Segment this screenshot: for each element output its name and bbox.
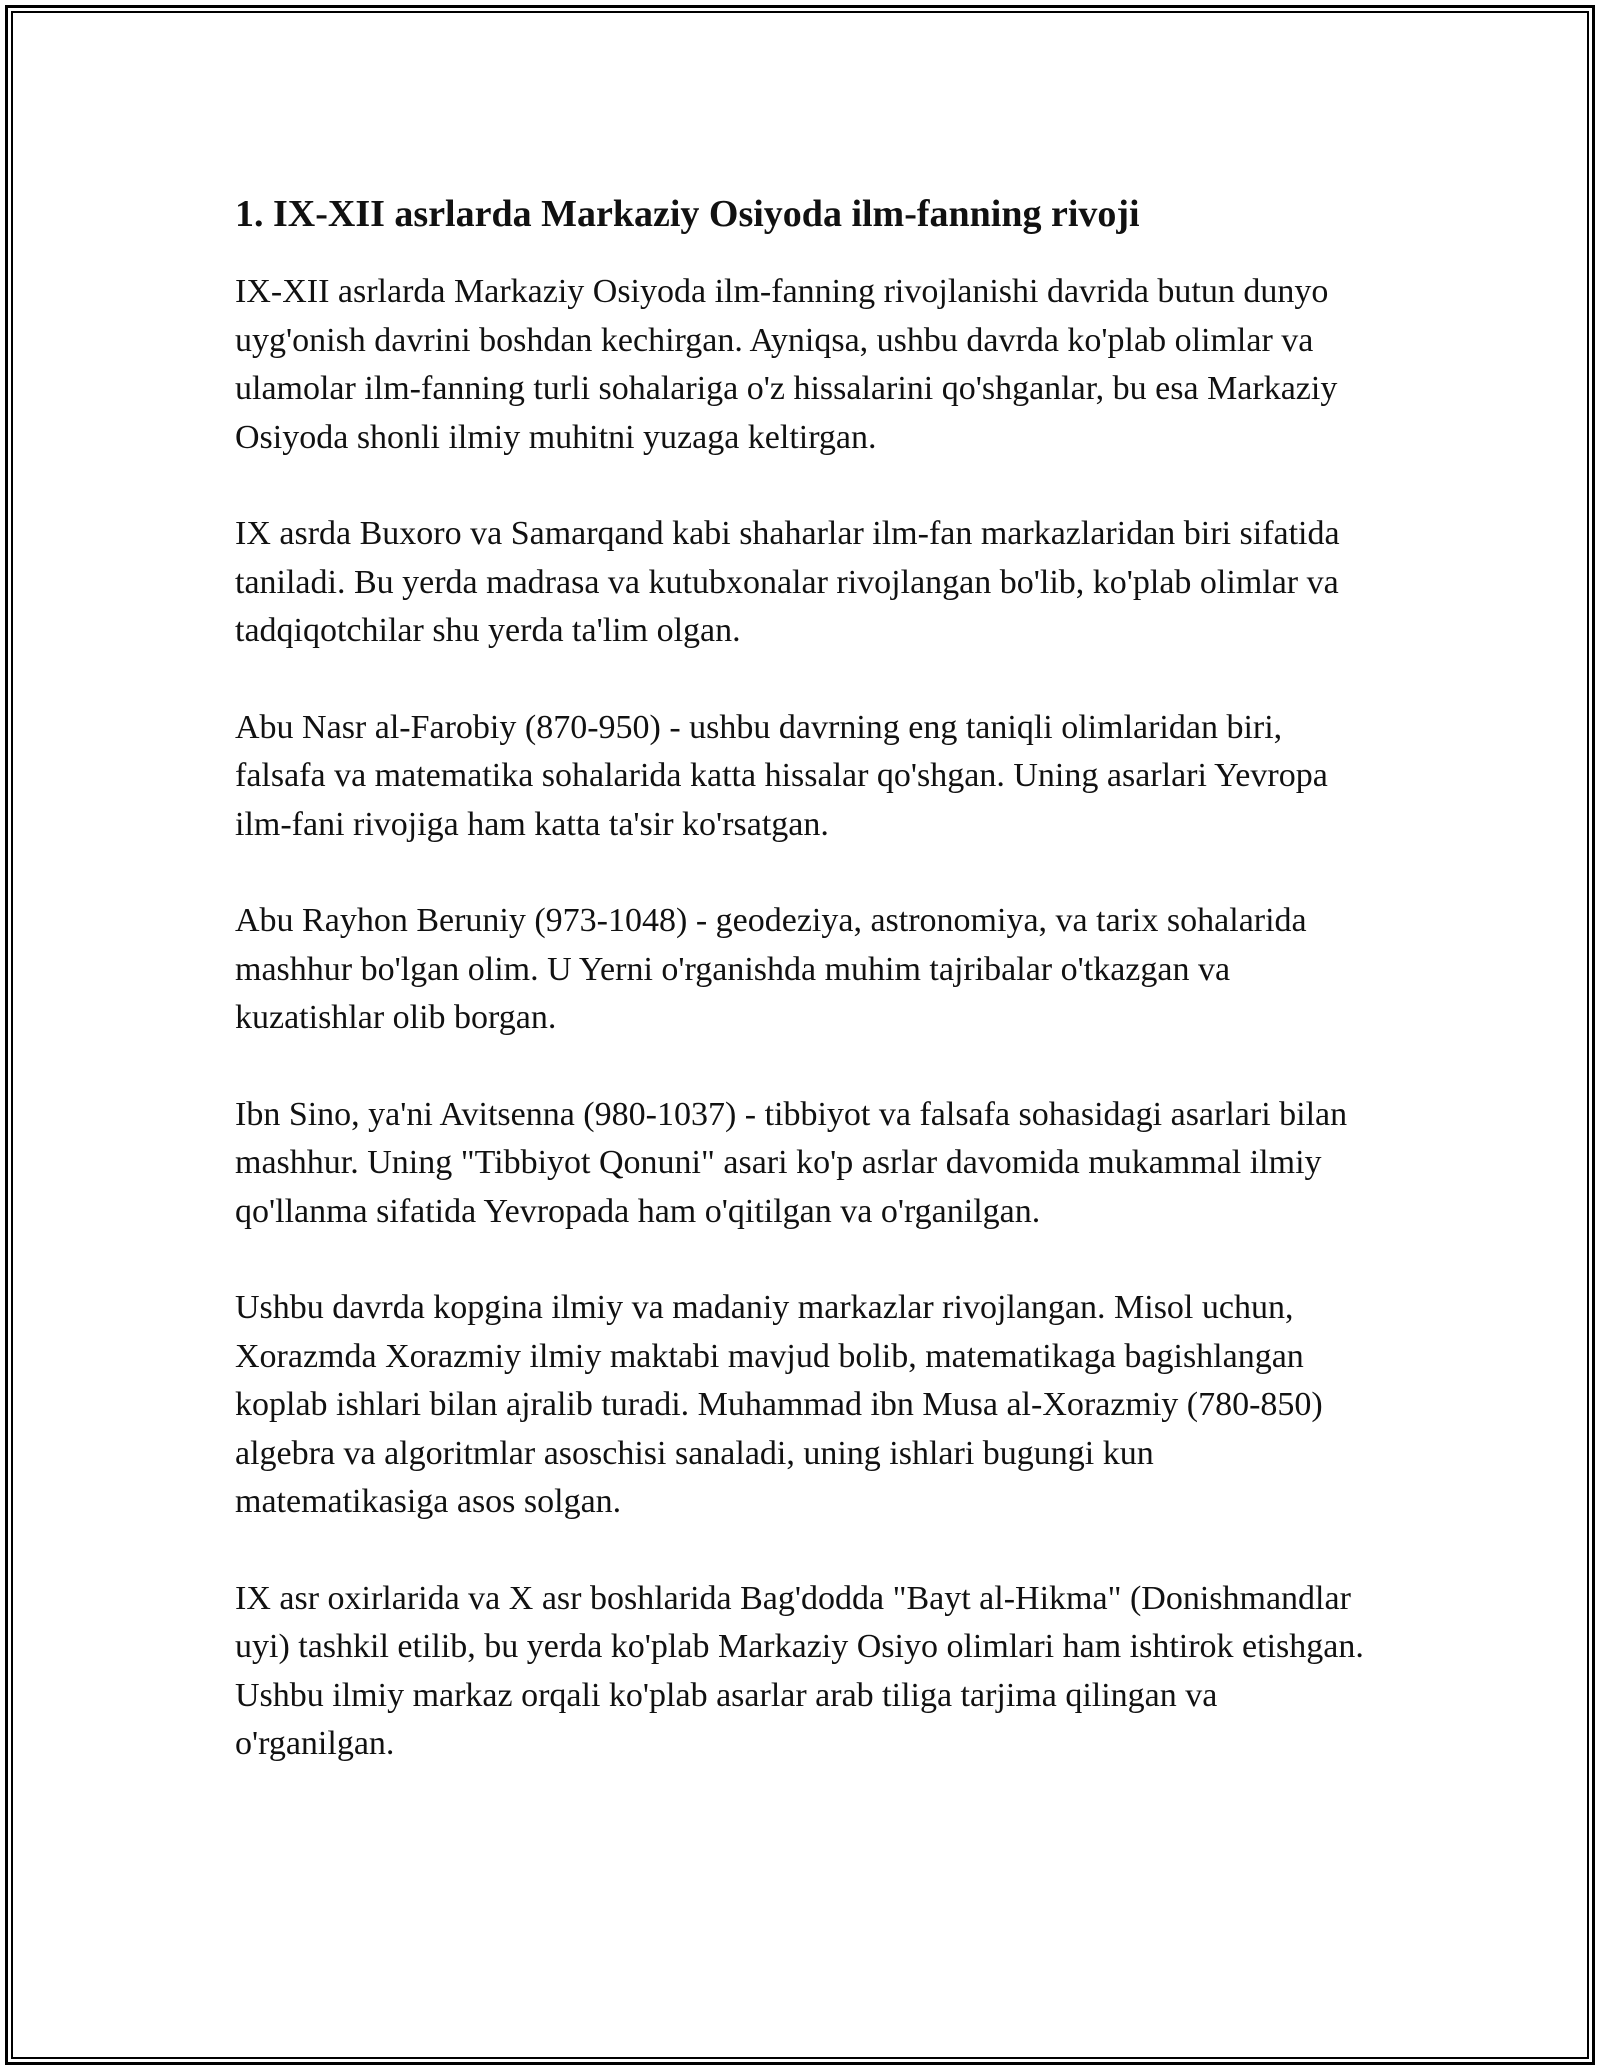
- paragraph-beruniy: Abu Rayhon Beruniy (973-1048) - geodeziya, astronomiya, va tarix sohalarida mashhur bo'lgan olim. U Yerni o'rganishda muhim tajribalar o'tkazgan va kuzatishlar olib borgan.: [235, 902, 1307, 1036]
- paragraph-xorazmiy: Ushbu davrda kopgina ilmiy va madaniy markazlar rivojlangan. Misol uchun, Xorazmda Xorazmiy ilmiy maktabi mavjud bolib, matematikaga bagishlangan koplab ishlari bilan ajralib turadi. Muhammad ibn Musa al-Xorazmiy (780-850) algebra va algoritmlar asoschisi sanaladi, uning ishlari bugungi kun matematikasiga asos solgan.: [235, 1289, 1323, 1520]
- paragraph-ibn-sino: Ibn Sino, ya'ni Avitsenna (980-1037) - tibbiyot va falsafa sohasidagi asarlari bilan mashhur. Uning "Tibbiyot Qonuni" asari ko'p asrlar davomida mukammal ilmiy qo'llanma sifatida Yevropada ham o'qitilgan va o'rganilgan.: [235, 1095, 1348, 1230]
- paragraph-bayt-al-hikma: IX asr oxirlarida va X asr boshlarida Bag'dodda "Bayt al-Hikma" (Donishmandlar uyi) tashkil etilib, bu yerda ko'plab Markaziy Osiyo olimlari ham ishtirok etishgan. Ushbu ilmiy markaz orqali ko'plab asarlar arab tiliga tarjima qilingan va o'rganilgan.: [235, 1579, 1364, 1762]
- section-heading: 1. IX-XII asrlarda Markaziy Osiyoda ilm-fanning rivoji: [235, 193, 1140, 235]
- document-body: [235, 186, 1375, 1817]
- paragraph-bukhara-samarkand: IX asrda Buxoro va Samarqand kabi shaharlar ilm-fan markazlaridan biri sifatida taniladi. Bu yerda madrasa va kutubxonalar rivojlangan bo'lib, ko'plab olimlar va tadqiqotchilar shu yerda ta'lim olgan.: [235, 515, 1340, 649]
- paragraph-intro: IX-XII asrlarda Markaziy Osiyoda ilm-fanning rivojlanishi davrida butun dunyo uyg'onish davrini boshdan kechirgan. Ayniqsa, ushbu davrda ko'plab olimlar va ulamolar ilm-fanning turli sohalariga o'z hissalarini qo'shganlar, bu esa Markaziy Osiyoda shonli ilmiy muhitni yuzaga keltirgan.: [235, 273, 1338, 456]
- paragraph-farobiy: Abu Nasr al-Farobiy (870-950) - ushbu davrning eng taniqli olimlaridan biri, falsafa va matematika sohalarida katta hissalar qo'shgan. Uning asarlari Yevropa ilm-fani rivojiga ham katta ta'sir ko'rsatgan.: [235, 708, 1328, 843]
